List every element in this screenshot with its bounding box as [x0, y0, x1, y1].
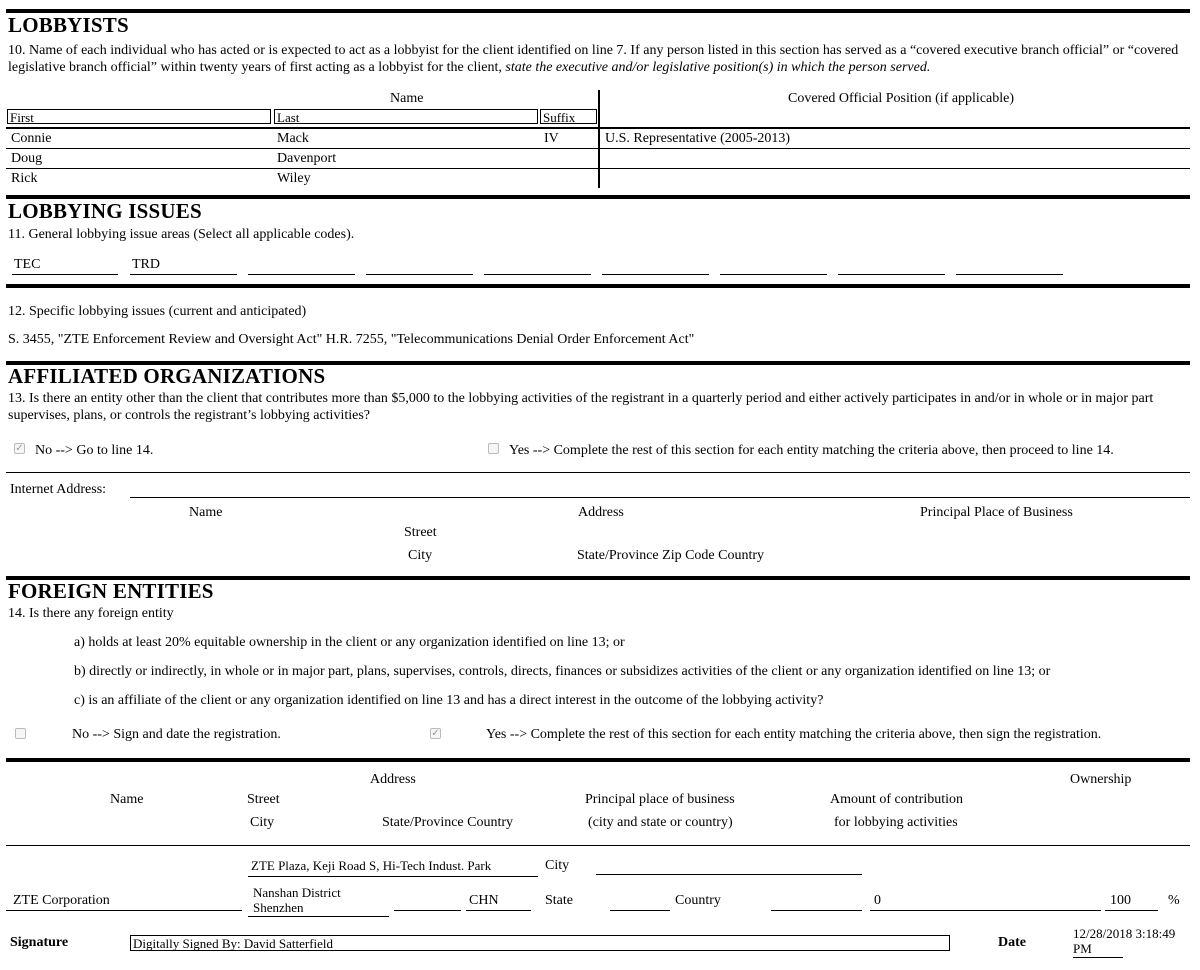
issue-code-field	[484, 256, 591, 275]
lobbyist-suffix: IV	[544, 131, 559, 146]
affiliated-yes-checkbox[interactable]	[488, 443, 499, 454]
affiliated-no-label: No --> Go to line 14.	[35, 443, 154, 458]
issue-code-field	[602, 256, 709, 275]
specific-issues-text: S. 3455, "ZTE Enforcement Review and Oversight Act" H.R. 7255, "Telecommunications Denial Order Enforcement Act"	[8, 332, 695, 347]
foreign-ownership-header: Ownership	[1070, 772, 1132, 787]
row-rule	[6, 148, 1190, 149]
entity-name: ZTE Corporation	[13, 893, 110, 908]
line14-instruction: 14. Is there any foreign entity	[8, 606, 174, 621]
issue-code-field	[248, 256, 355, 275]
foreign-no-label: No --> Sign and date the registration.	[72, 727, 281, 742]
foreign-yes-label: Yes --> Complete the rest of this section for each entity matching the criteria above, then sign the registration.	[486, 727, 1102, 742]
date-line	[1073, 957, 1123, 958]
date-value: 12/28/2018 3:18:49 PM	[1073, 926, 1176, 956]
affiliated-principal-header: Principal Place of Business	[920, 505, 1073, 520]
affiliated-state-zip-header: State/Province Zip Code Country	[577, 548, 765, 563]
entity-state-label: State	[545, 893, 573, 908]
internet-address-field[interactable]	[130, 497, 1190, 498]
entity-city-field	[596, 874, 862, 875]
affiliated-name-header: Name	[189, 505, 223, 520]
foreign-address-header: Address	[370, 772, 416, 787]
entity-city-label: City	[545, 858, 570, 873]
line11-instruction: 11. General lobbying issue areas (Select all applicable codes).	[8, 227, 355, 242]
foreign-no-checkbox[interactable]	[15, 728, 26, 739]
foreign-principal-header: Principal place of business	[585, 792, 735, 807]
affiliated-yes-label: Yes --> Complete the rest of this section for each entity matching the criteria above, then proceed to line 14.	[509, 443, 1114, 458]
last-column-label: Last	[274, 109, 538, 124]
lobbyist-position: U.S. Representative (2005-2013)	[605, 131, 791, 146]
affiliated-address-header: Address	[578, 505, 624, 520]
entity-city: Nanshan District Shenzhen	[253, 885, 341, 915]
section-rule	[6, 284, 1190, 288]
date-label: Date	[998, 935, 1026, 950]
foreign-citystate-header: (city and state or country)	[588, 815, 733, 830]
foreign-state-country-header: State/Province Country	[382, 815, 514, 830]
affiliated-no-checkbox[interactable]: ✓	[15, 443, 24, 454]
entity-country-label: Country	[675, 893, 721, 908]
entity-name-line	[6, 910, 242, 911]
lobbyists-title: LOBBYISTS	[8, 13, 129, 37]
issue-code-field	[956, 256, 1063, 275]
first-column-label: First	[7, 109, 271, 124]
foreign-city-header: City	[250, 815, 275, 830]
position-column-header: Covered Official Position (if applicable)	[788, 91, 1015, 106]
column-divider	[598, 90, 600, 188]
lobbyist-first: Connie	[11, 131, 52, 146]
entity-street-line	[248, 876, 538, 877]
issue-code-field	[838, 256, 945, 275]
section-rule	[6, 758, 1190, 762]
issue-code-field	[720, 256, 827, 275]
suffix-column-label: Suffix	[540, 109, 597, 124]
entity-country: CHN	[469, 893, 499, 908]
foreign-criterion-c: c) is an affiliate of the client or any organization identified on line 13 and has a direct interest in the outcome of the lobbying activity?	[74, 693, 824, 708]
entity-ownership-line	[1105, 910, 1158, 911]
affiliated-title: AFFILIATED ORGANIZATIONS	[8, 364, 326, 388]
name-column-header: Name	[390, 91, 424, 106]
foreign-name-header: Name	[110, 792, 144, 807]
issue-code-field: TEC	[12, 256, 118, 275]
line12-instruction: 12. Specific lobbying issues (current and anticipated)	[8, 304, 307, 319]
foreign-street-header: Street	[247, 792, 280, 807]
entity-percent-sign: %	[1168, 893, 1180, 908]
foreign-yes-checkbox[interactable]: ✓	[431, 728, 440, 739]
signature-field[interactable]: Digitally Signed By: David Satterfield	[130, 935, 950, 951]
row-rule	[6, 845, 1190, 846]
section-rule	[6, 9, 1190, 13]
entity-state-field	[394, 910, 461, 911]
row-rule	[6, 168, 1190, 169]
foreign-for-lobbying-header: for lobbying activities	[834, 815, 958, 830]
foreign-criterion-b: b) directly or indirectly, in whole or in major part, plans, supervises, controls, directs, finances or subsidizes activities of the client or any organization identified on line 13; or	[74, 664, 1051, 679]
row-rule	[6, 127, 1190, 129]
entity-amount-line	[870, 910, 1101, 911]
entity-principal-state-field	[610, 910, 670, 911]
issues-title: LOBBYING ISSUES	[8, 199, 202, 223]
internet-address-label: Internet Address:	[10, 482, 107, 497]
entity-principal-country-field	[771, 910, 862, 911]
signature-label: Signature	[10, 935, 69, 950]
entity-street: ZTE Plaza, Keji Road S, Hi-Tech Indust. Park	[251, 858, 492, 873]
lobbyist-last: Davenport	[277, 151, 337, 166]
lobbyist-first: Doug	[11, 151, 43, 166]
entity-ownership: 100	[1110, 893, 1131, 908]
lobbyist-last: Wiley	[277, 171, 311, 186]
lobbyist-first: Rick	[11, 171, 38, 186]
issue-code-field	[366, 256, 473, 275]
lobbyist-last: Mack	[277, 131, 309, 146]
foreign-criterion-a: a) holds at least 20% equitable ownership in the client or any organization identified on line 13; or	[74, 635, 625, 650]
foreign-title: FOREIGN ENTITIES	[8, 579, 214, 603]
line13-instruction: 13. Is there an entity other than the client that contributes more than $5,000 to the lobbying activities of the registrant in a quarterly period and either actively participates in and/or in whole or in major part supervises, plans, or controls the registrant’s lobbying activities?	[8, 391, 1154, 423]
foreign-amount-header: Amount of contribution	[830, 792, 963, 807]
entity-amount: 0	[874, 893, 881, 908]
entity-city-line	[248, 916, 389, 917]
row-rule	[6, 472, 1190, 473]
affiliated-city-header: City	[408, 548, 433, 563]
issue-code-field: TRD	[130, 256, 237, 275]
line10-instruction: 10. Name of each individual who has acted or is expected to act as a lobbyist for the client identified on line 7. If any person listed in this section has served as a “covered executive branch official” or “covered legislative branch official” within twenty years of first acting as a lobbyist for the client, state the executive and/or legislative position(s) in which the person served.	[8, 43, 1179, 75]
affiliated-street-header: Street	[404, 525, 437, 540]
entity-country-line	[466, 910, 531, 911]
